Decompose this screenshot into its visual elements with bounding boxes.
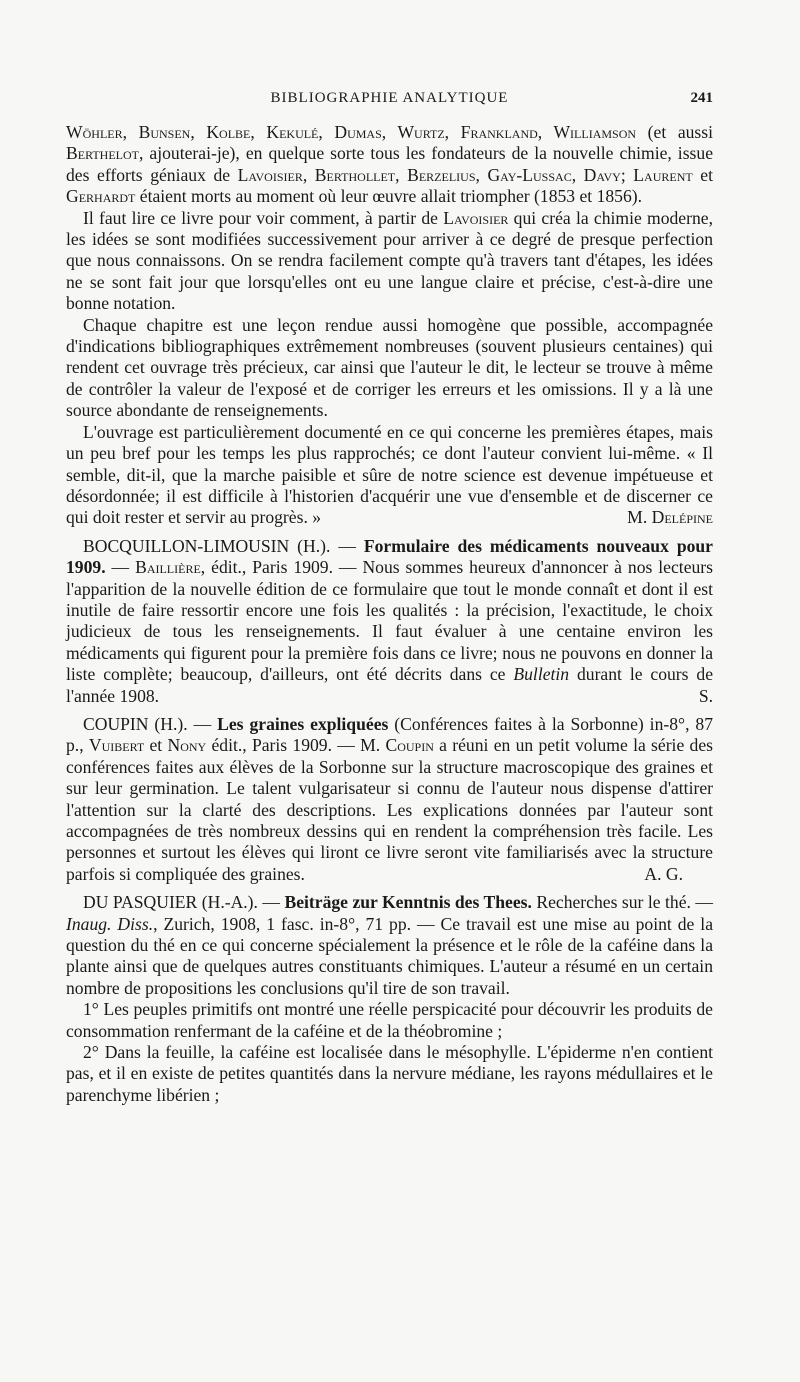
review2-entry: BOCQUILLON-LIMOUSIN (H.). — Formulaire des médicaments nouveaux pour 1909. — Baillière, édit., Paris 1909. — Nous sommes heureux d'annoncer à nos lecteurs l'apparition de la nouvelle édition de ce formulaire que tout le monde connaît et dont il est inutile de faire ressortir encore une fois les qualités : la précision, l'exactitude, le choix judicieux de tous les renseignements. Il faut évaluer à une centaine environ les médicaments qui figurent pour la première fois dans ce livre; nous ne pouvons en donner la liste complète; beaucoup, d'ailleurs, ont été décrits dans ce Bulletin durant le cours de l'année 1908. S. [66, 535, 714, 706]
review4-title: Beiträge zur Kenntnis des Thees. [284, 892, 532, 913]
review3-author: COUPIN (H.). — [83, 713, 218, 734]
review2-title: Formulaire des médicaments nouveaux pour 1909. [66, 535, 713, 578]
review1-paragraph-1: Wöhler, Bunsen, Kolbe, Kekulé, Dumas, Wurtz, Frankland, Williamson (et aussi Berthelot, ajouterai-je), en quelque sorte tous les fondateurs de la nouvelle chimie, issue des efforts géniaux de Lavoisier, Berthollet, Berzelius, Gay-Lussac, Davy; Laurent et Gerhardt étaient morts au moment où leur œuvre allait triompher (1853 et 1856). [66, 122, 714, 207]
review2-author: BOCQUILLON-LIMOUSIN (H.). — [83, 535, 364, 556]
review4-point-2: 2° Dans la feuille, la caféine est localisée dans le mésophylle. L'épiderme n'en contient pas, et il en existe de petites quantités dans la nervure médiane, les rayons médullaires et le parenchyme libérien ; [66, 1042, 713, 1105]
review3-signature: A. G. [644, 863, 683, 884]
review1-paragraph-4: L'ouvrage est particulièrement documenté en ce qui concerne les premières étapes, mais un peu bref pour les temps les plus rapprochés; ce dont l'auteur convient lui-même. « Il semble, dit-il, que la marche paisible et sûre de notre science est devenue impétueuse et désordonnée; il est difficile à l'historien d'acquérir une vue d'ensemble et de discerner ce qui doit rester et servir au progrès. » M. Delépine [66, 421, 713, 528]
review3-title: Les graines expliquées [217, 713, 389, 734]
page-number: 241 [690, 90, 713, 106]
page-body [66, 122, 713, 1106]
review4-author: DU PASQUIER (H.-A.). — [83, 892, 285, 913]
review3-entry: COUPIN (H.). — Les graines expliquées (Conférences faites à la Sorbonne) in-8°, 87 p., Vuibert et Nony édit., Paris 1909. — M. Coupin a réuni en un petit volume la série des conférences faites aux élèves de la Sorbonne sur la structure macroscopique des graines et sur leur germination. Le talent vulgarisateur si connu de l'auteur nous dispense d'attirer l'attention sur la clarté des descriptions. Les explications données par l'auteur sont accompagnées de très nombreux dessins qui en rendent la compréhension très facile. Les personnes et surtout les élèves qui liront ce livre seront vite familiarisés avec la structure parfois si compliquée des graines. A. G. [66, 713, 713, 884]
review4-entry: DU PASQUIER (H.-A.). — Beiträge zur Kenntnis des Thees. Recherches sur le thé. — Inaug. Diss., Zurich, 1908, 1 fasc. in-8°, 71 pp. — Ce travail est une mise au point de la question du thé en ce qui concerne spécialement la présence et le rôle de la caféine dans la plante ainsi que de quelques autres constituants chimiques. L'auteur a résumé en un certain nombre de propositions les conclusions qu'il tire de son travail. [66, 892, 714, 998]
page-header [66, 90, 713, 114]
review1-paragraph-2: Il faut lire ce livre pour voir comment, à partir de Lavoisier qui créa la chimie moderne, les idées se sont modifiées successivement pour arriver à ce degré de presque perfection que nous connaissons. On se rendra facilement compte qu'à travers tant d'étapes, les idées ne se sont fait jour que lorsqu'elles ont eu une langue claire et précise, c'est-à-dire une bonne notation. [66, 207, 713, 314]
review1-paragraph-3: Chaque chapitre est une leçon rendue aussi homogène que possible, accompagnée d'indications bibliographiques extrêmement nombreuses (souvent plusieurs centaines) qui rendent cet ouvrage très précieux, car ainsi que l'auteur le dit, le lecteur se trouve à même de contrôler la valeur de l'exposé et de corriger les erreurs et les omissions. Il y a là une source abondante de renseignements. [66, 314, 713, 421]
running-title: BIBLIOGRAPHIE ANALYTIQUE [270, 90, 509, 106]
review1-signature: M. Delépine [627, 507, 713, 528]
review4-point-1: 1° Les peuples primitifs ont montré une réelle perspicacité pour découvrir les produits de consommation renfermant de la caféine et de la théobromine ; [66, 999, 713, 1041]
review2-signature: S. [698, 685, 713, 706]
